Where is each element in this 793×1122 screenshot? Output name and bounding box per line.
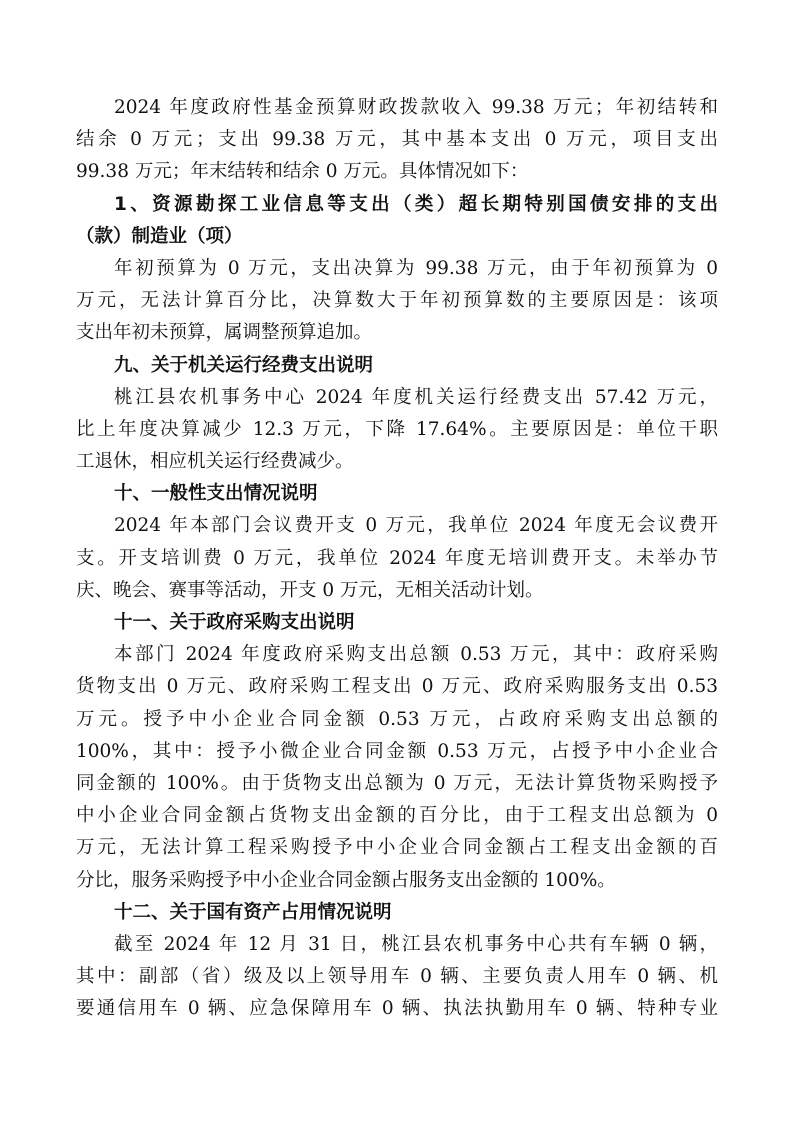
paragraph-line: 货物支出 0 万元、政府采购工程支出 0 万元、政府采购服务支出 0.53: [76, 676, 718, 698]
paragraph-line: 万元，无法计算工程采购授予中小企业合同金额占工程支出金额的百: [76, 837, 718, 859]
paragraph-line: 100%，其中：授予小微企业合同金额 0.53 万元，占授予中小企业合: [76, 740, 718, 762]
section-heading-line: 十一、关于政府采购支出说明: [114, 612, 355, 633]
paragraph-line: 年初预算为 0 万元，支出决算为 99.38 万元，由于年初预算为 0: [114, 257, 718, 279]
paragraph-line: 分比，服务采购授予中小企业合同金额占服务支出金额的 100%。: [76, 869, 616, 891]
paragraph-line: 万元，无法计算百分比，决算数大于年初预算数的主要原因是：该项: [76, 290, 718, 312]
paragraph-line: 99.38 万元；年末结转和结余 0 万元。具体情况如下：: [76, 161, 529, 183]
paragraph-line: 中小企业合同金额占货物支出金额的百分比，由于工程支出总额为 0: [76, 805, 718, 827]
paragraph-line: 本部门 2024 年度政府采购支出总额 0.53 万元，其中：政府采购: [114, 644, 718, 666]
paragraph-line: 支。开支培训费 0 万元，我单位 2024 年度无培训费开支。未举办节: [76, 547, 718, 569]
paragraph-line: 2024 年本部门会议费开支 0 万元，我单位 2024 年度无会议费开: [114, 515, 718, 537]
paragraph-line: 桃江县农机事务中心 2024 年度机关运行经费支出 57.42 万元，: [114, 386, 718, 408]
paragraph-line: 万元。授予中小企业合同金额 0.53 万元，占政府采购支出总额的: [76, 708, 718, 730]
paragraph-line: 结余 0 万元；支出 99.38 万元，其中基本支出 0 万元，项目支出: [76, 129, 718, 151]
paragraph-line: 2024 年度政府性基金预算财政拨款收入 99.38 万元；年初结转和: [114, 97, 718, 118]
paragraph-line: 比上年度决算减少 12.3 万元，下降 17.64%。主要原因是：单位干职: [76, 418, 718, 440]
document-page: [76, 92, 718, 1025]
paragraph-line: 截至 2024 年 12 月 31 日，桃江县农机事务中心共有车辆 0 辆，: [114, 933, 718, 955]
paragraph-line: 工退休，相应机关运行经费减少。: [76, 451, 354, 473]
section-heading-line: 十二、关于国有资产占用情况说明: [114, 901, 392, 923]
paragraph-line: 要通信用车 0 辆、应急保障用车 0 辆、执法执勤用车 0 辆、特种专业: [76, 998, 718, 1020]
paragraph-line: 庆、晚会、赛事等活动，开支 0 万元，无相关活动计划。: [76, 579, 544, 601]
section-heading-line: 1、资源勘探工业信息等支出（类）超长期特别国债安排的支出: [114, 193, 718, 215]
section-heading-line: （款）制造业（项）: [76, 225, 243, 247]
section-heading-line: 十、一般性支出情况说明: [114, 483, 318, 505]
paragraph-line: 同金额的 100%。由于货物支出总额为 0 万元，无法计算货物采购授予: [76, 772, 718, 794]
paragraph-line: 其中：副部（省）级及以上领导用车 0 辆、主要负责人用车 0 辆、机: [76, 966, 718, 988]
section-heading-line: 九、关于机关运行经费支出说明: [114, 354, 374, 376]
paragraph-line: 支出年初未预算，属调整预算追加。: [76, 322, 373, 344]
